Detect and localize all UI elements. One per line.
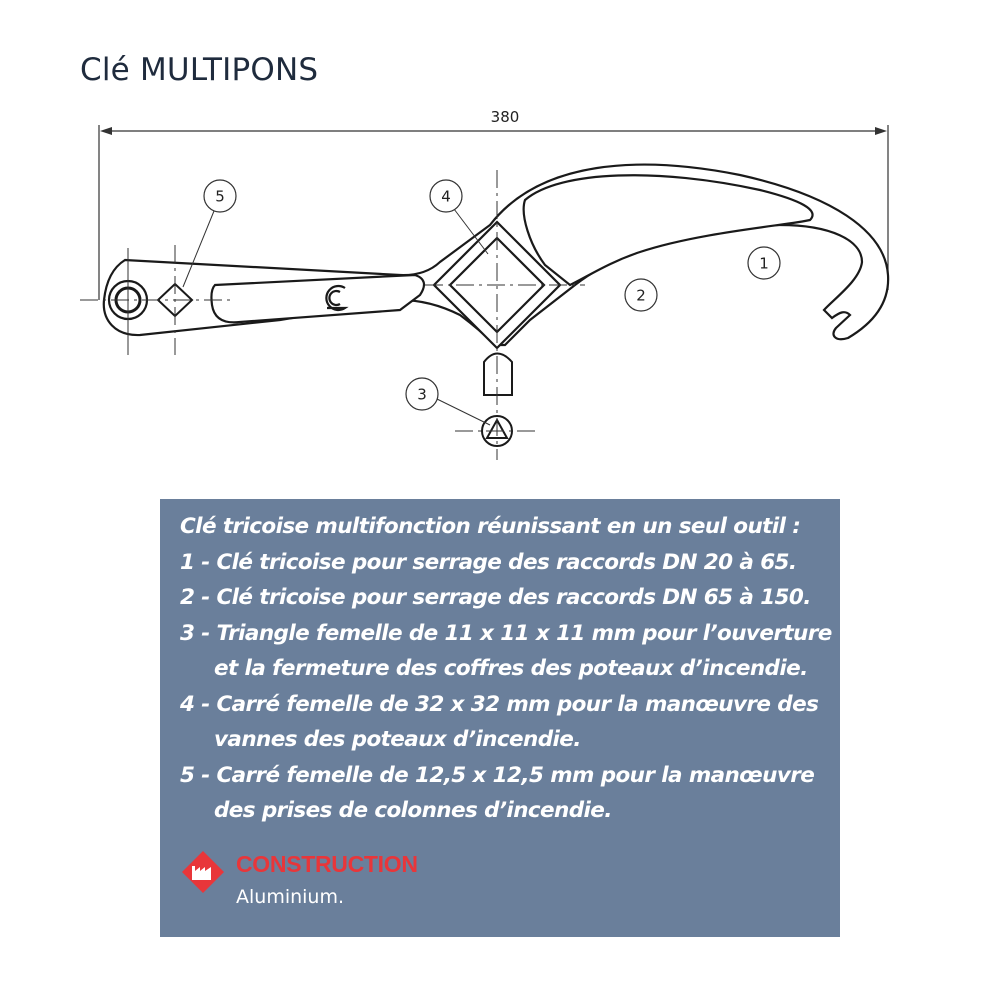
callout-1 bbox=[748, 247, 780, 279]
description-item-5: 5 - Carré femelle de 12,5 x 12,5 mm pour la manœuvre bbox=[180, 762, 815, 788]
technical-drawing bbox=[0, 95, 1000, 475]
callout-5 bbox=[204, 180, 236, 212]
svg-text:4: 4 bbox=[441, 187, 451, 206]
description-item-5-cont: des prises de colonnes d’incendie. bbox=[214, 798, 612, 823]
svg-text:1: 1 bbox=[759, 254, 769, 273]
description-item-2: 2 - Clé tricoise pour serrage des raccords DN 65 à 150. bbox=[180, 585, 811, 610]
description-panel bbox=[160, 499, 840, 937]
svg-text:3: 3 bbox=[417, 385, 427, 404]
description-item-3-cont: et la fermeture des coffres des poteaux d’incendie. bbox=[214, 656, 808, 681]
description-item-3: 3 - Triangle femelle de 11 x 11 x 11 mm pour l’ouverture bbox=[180, 620, 832, 646]
description-item-4: 4 - Carré femelle de 32 x 32 mm pour la manœuvre des bbox=[180, 691, 819, 717]
description-intro: Clé tricoise multifonction réunissant en un seul outil : bbox=[180, 514, 801, 539]
callout-3 bbox=[406, 378, 438, 410]
svg-text:5: 5 bbox=[215, 187, 225, 206]
description-item-1: 1 - Clé tricoise pour serrage des raccords DN 20 à 65. bbox=[180, 549, 797, 575]
callout-4 bbox=[430, 180, 462, 212]
page-title: Clé MULTIPONS bbox=[80, 52, 319, 88]
construction-label: CONSTRUCTION bbox=[236, 851, 418, 877]
dimension-label: 380 bbox=[490, 108, 520, 126]
svg-text:2: 2 bbox=[636, 286, 646, 305]
callout-2 bbox=[625, 279, 657, 311]
construction-material: Aluminium. bbox=[236, 886, 345, 908]
factory-icon bbox=[180, 849, 226, 895]
description-item-4-cont: vannes des poteaux d’incendie. bbox=[214, 727, 581, 752]
